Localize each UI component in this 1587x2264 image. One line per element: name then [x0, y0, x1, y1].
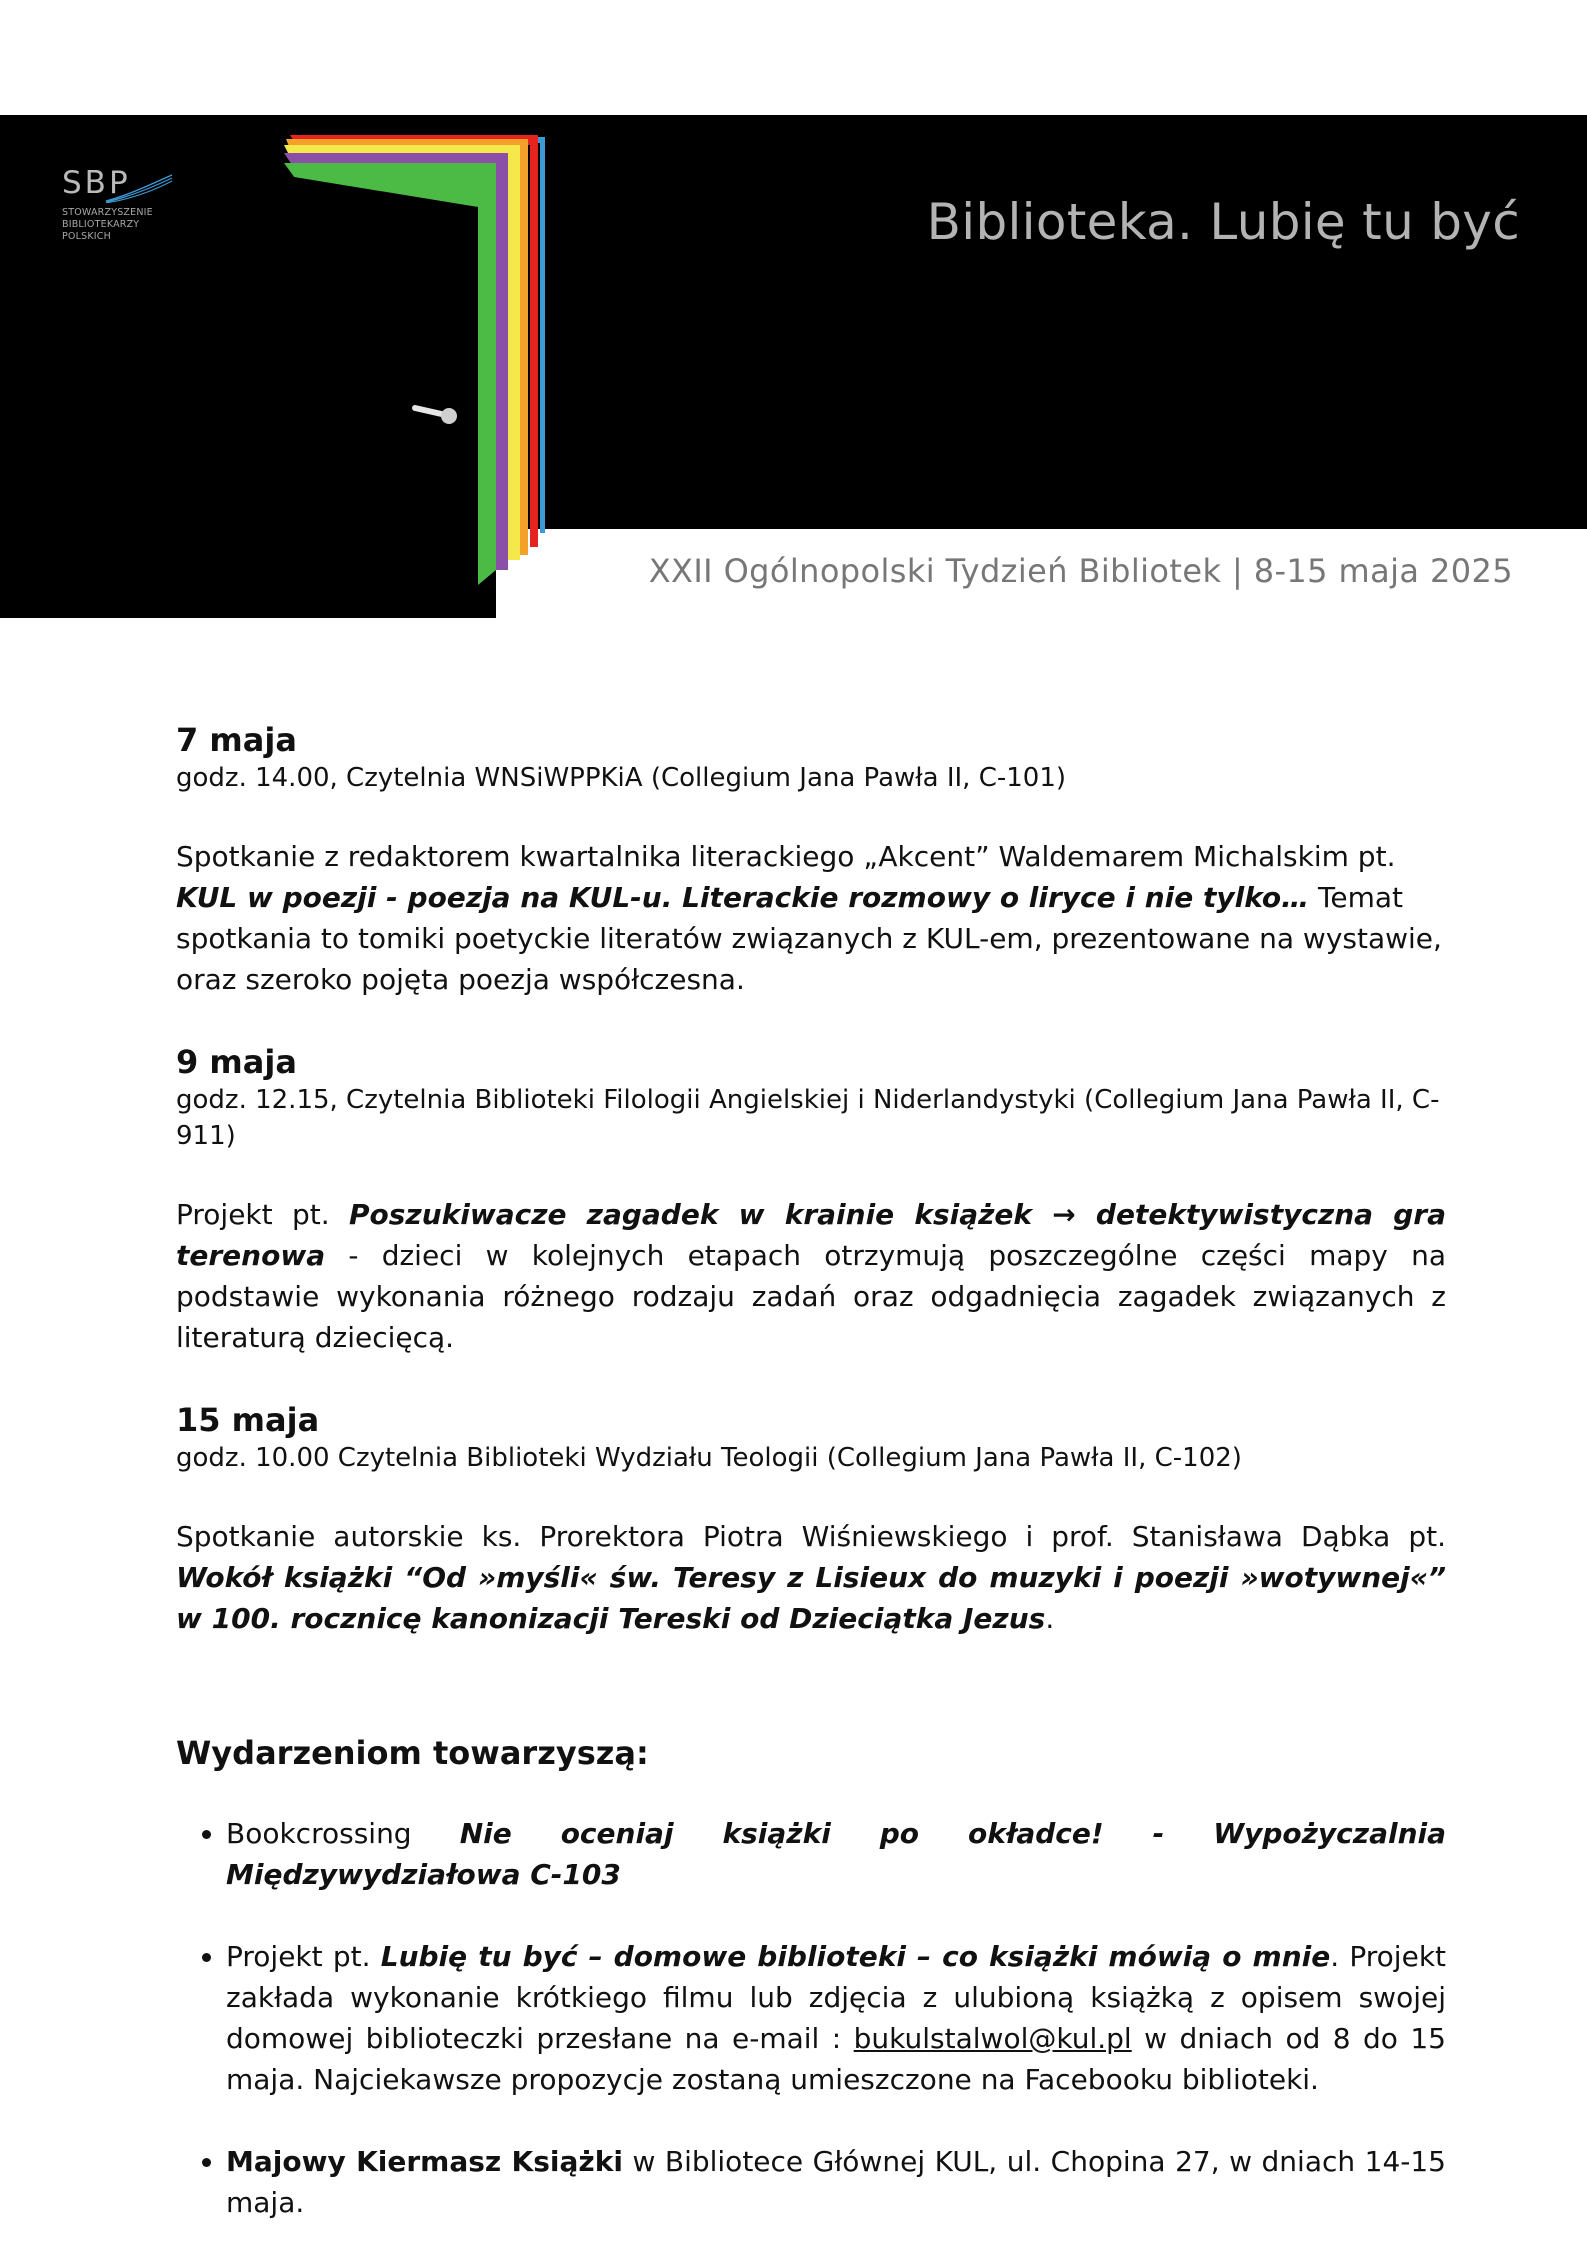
list-item-title: Majowy Kiermasz Książki: [226, 2145, 623, 2178]
document-body: [176, 720, 1446, 2264]
list-item-text: . Projekt zakłada wykonanie krótkiego filmu lub zdjęcia z ulubioną książką z opisem swojej domowej biblioteczki przesłane na e-mail :: [226, 1940, 1447, 2055]
event-description: [176, 836, 1446, 1000]
door-knob: [441, 408, 457, 424]
event-15-maja: [176, 1400, 1446, 1639]
event-description-prefix: Spotkanie autorskie ks. Prorektora Piotra Wiśniewskiego i prof. Stanisława Dąbka pt.: [176, 1520, 1446, 1553]
banner-title: Biblioteka. Lubię tu być: [926, 193, 1520, 251]
event-7-maja: [176, 720, 1446, 1000]
list-item-home-libraries-project: [226, 1936, 1446, 2100]
event-description-prefix: Spotkanie z redaktorem kwartalnika literackiego „Akcent” Waldemarem Michalskim pt.: [176, 840, 1396, 873]
event-description-suffix: .: [1045, 1602, 1055, 1635]
event-date: 7 maja: [176, 721, 297, 759]
event-description: [176, 1194, 1446, 1358]
list-item-title: Lubię tu być – domowe biblioteki – co książki mówią o mnie: [380, 1940, 1331, 1973]
list-item-text-after-email: w dniach od 8 do 15 maja. Najciekawsze propozycje zostaną umieszczone na Facebooku biblioteki.: [226, 2022, 1446, 2096]
accompanying-events-list: [176, 1813, 1446, 2223]
event-title: Wokół książki “Od »myśli« św. Teresy z Lisieux do muzyki i poezji »wotywnej«” w 100. rocznicę kanonizacji Tereski od Dzieciątka Jezus: [176, 1561, 1446, 1635]
sbp-logo: [62, 165, 172, 275]
event-time-place: godz. 14.00, Czytelnia WNSiWPPKiA (Collegium Jana Pawła II, C-101): [176, 763, 1067, 793]
event-title: KUL w poezji - poezja na KUL-u. Literackie rozmowy o liryce i nie tylko…: [176, 881, 1310, 914]
event-description-suffix: Temat spotkania to tomiki poetyckie literatów związanych z KUL-em, prezentowane na wystawie, oraz szeroko pojęta poezja współczesna.: [176, 881, 1442, 996]
list-item-book-fair: [226, 2141, 1446, 2223]
event-date: 9 maja: [176, 1043, 297, 1081]
accompanying-events-heading: Wydarzeniom towarzyszą:: [176, 1734, 649, 1772]
event-time-place: godz. 12.15, Czytelnia Biblioteki Filologii Angielskiej i Niderlandystyki (Collegium Jana Pawła II, C-911): [176, 1085, 1440, 1151]
sbp-logo-line-1: STOWARZYSZENIE: [62, 207, 153, 218]
sbp-logo-mark: SBP: [62, 165, 131, 201]
event-description-prefix: Projekt pt.: [176, 1198, 349, 1231]
list-item-bookcrossing: [226, 1813, 1446, 1895]
banner-subtitle: XXII Ogólnopolski Tydzień Bibliotek | 8-15 maja 2025: [648, 552, 1513, 590]
event-description: [176, 1516, 1446, 1639]
list-item-prefix: Bookcrossing: [226, 1817, 460, 1850]
event-9-maja: [176, 1042, 1446, 1358]
list-item-suffix: w Bibliotece Głównej KUL, ul. Chopina 27, w dniach 14-15 maja.: [226, 2145, 1446, 2219]
list-item-title: Nie oceniaj książki po okładce! - Wypożyczalnia Międzywydziałowa C-103: [226, 1817, 1446, 1891]
sbp-logo-line-2: BIBLIOTEKARZY: [62, 219, 140, 230]
event-description-suffix: - dzieci w kolejnych etapach otrzymują poszczególne części mapy na podstawie wykonania różnego rodzaju zadań oraz odgadnięcia zagadek związanych z literaturą dziecięcą.: [176, 1239, 1446, 1354]
header-banner: [0, 115, 1587, 618]
email-link[interactable]: bukulstalwol@kul.pl: [853, 2022, 1132, 2055]
event-time-place: godz. 10.00 Czytelnia Biblioteki Wydziału Teologii (Collegium Jana Pawła II, C-102): [176, 1443, 1242, 1473]
event-date: 15 maja: [176, 1401, 320, 1439]
sbp-logo-line-3: POLSKICH: [62, 231, 111, 242]
list-item-prefix: Projekt pt.: [226, 1940, 381, 1973]
sbp-logo-swoosh-icon: [104, 173, 174, 203]
event-title: Poszukiwacze zagadek w krainie książek → detektywistyczna gra terenowa: [176, 1198, 1446, 1272]
